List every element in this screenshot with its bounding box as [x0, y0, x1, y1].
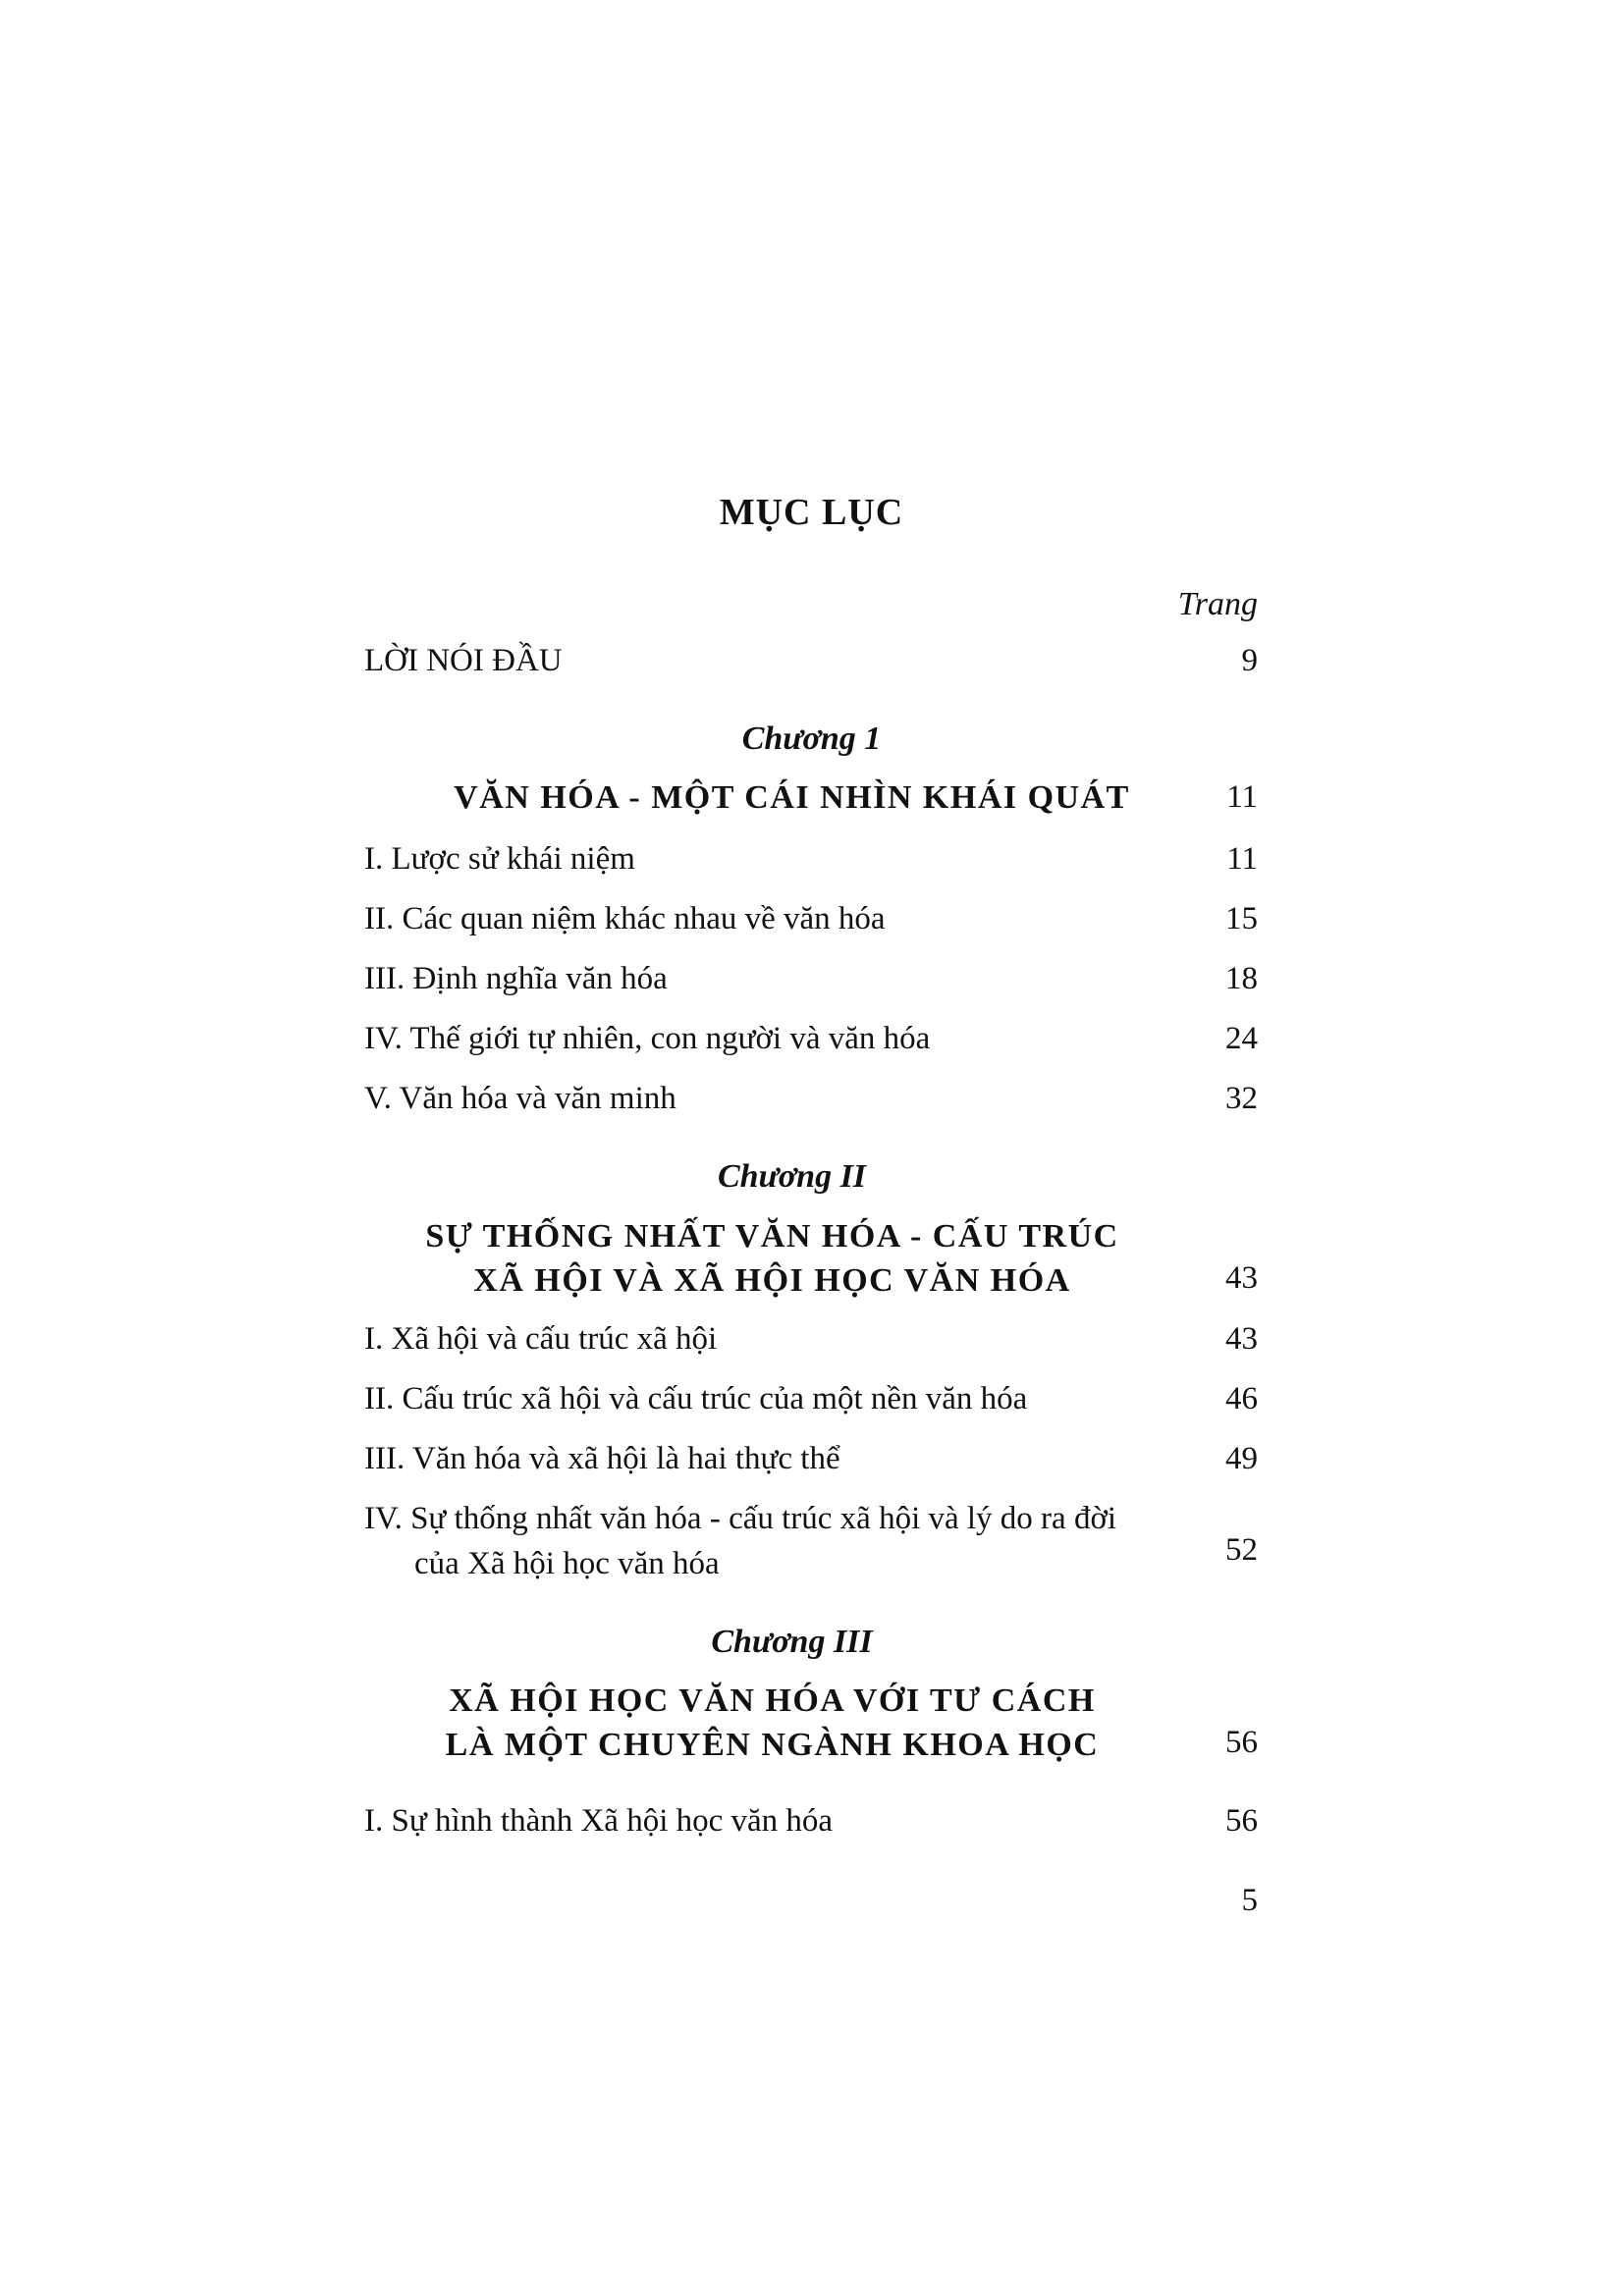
toc-entry	[364, 901, 1258, 946]
toc-entry-label: III. Văn hóa và xã hội là hai thực thể	[364, 1441, 840, 1476]
toc-entry-page: 9	[1241, 643, 1258, 678]
chapter-title-line: LÀ MỘT CHUYÊN NGÀNH KHOA HỌC	[445, 1727, 1100, 1763]
chapter-page: 43	[1225, 1260, 1258, 1296]
page-number: 5	[1241, 1883, 1258, 1918]
chapter-title: VĂN HÓA - MỘT CÁI NHÌN KHÁI QUÁT	[454, 779, 1130, 816]
toc-entry	[364, 1021, 1258, 1066]
toc-entry-page: 56	[1225, 1803, 1258, 1839]
toc-entry-label: V. Văn hóa và văn minh	[364, 1081, 676, 1116]
toc-entry-page: 18	[1225, 961, 1258, 996]
toc-entry-continuation: của Xã hội học văn hóa	[414, 1546, 720, 1581]
toc-entry-page: 49	[1225, 1441, 1258, 1476]
toc-entry-label: II. Các quan niệm khác nhau về văn hóa	[364, 901, 886, 936]
toc-entry-page: 24	[1225, 1021, 1258, 1056]
toc-entry	[364, 1321, 1258, 1366]
page-column-header: Trang	[1177, 586, 1258, 622]
toc-entry-label: I. Xã hội và cấu trúc xã hội	[364, 1321, 718, 1357]
chapter-page: 56	[1225, 1725, 1258, 1760]
toc-entry	[364, 1381, 1258, 1426]
chapter-label: Chương 1	[741, 721, 882, 757]
toc-entry	[364, 961, 1258, 1006]
chapter-page: 11	[1226, 779, 1258, 815]
toc-entry	[364, 841, 1258, 886]
chapter-label: Chương II	[717, 1158, 867, 1195]
toc-entry-page: 11	[1226, 841, 1258, 877]
chapter-title-line: XÃ HỘI HỌC VĂN HÓA VỚI TƯ CÁCH	[449, 1682, 1096, 1719]
toc-entry	[364, 1441, 1258, 1486]
toc-entry-label: IV. Thế giới tự nhiên, con người và văn hóa	[364, 1021, 931, 1056]
toc-entry-label: LỜI NÓI ĐẦU	[364, 643, 563, 678]
toc-entry-preface	[364, 643, 1258, 688]
toc-entry	[364, 1081, 1258, 1126]
toc-entry-page: 52	[1225, 1532, 1258, 1568]
toc-entry-label: I. Lược sử khái niệm	[364, 841, 635, 877]
toc-entry-page: 32	[1225, 1081, 1258, 1116]
toc-entry-label: I. Sự hình thành Xã hội học văn hóa	[364, 1803, 834, 1839]
toc-entry-label: III. Định nghĩa văn hóa	[364, 961, 668, 996]
chapter-title-line: SỰ THỐNG NHẤT VĂN HÓA - CẤU TRÚC	[425, 1218, 1119, 1255]
toc-entry-page: 15	[1225, 901, 1258, 936]
toc-entry	[364, 1803, 1258, 1848]
toc-entry	[364, 1501, 1258, 1546]
toc-entry-label: II. Cấu trúc xã hội và cấu trúc của một nền văn hóa	[364, 1381, 1028, 1416]
page-title: MỤC LỤC	[719, 492, 904, 533]
toc-entry-page: 43	[1225, 1321, 1258, 1357]
toc-entry-page: 46	[1225, 1381, 1258, 1416]
chapter-title-line: XÃ HỘI VÀ XÃ HỘI HỌC VĂN HÓA	[473, 1262, 1071, 1299]
chapter-label: Chương III	[711, 1624, 873, 1660]
toc-entry-label: IV. Sự thống nhất văn hóa - cấu trúc xã hội và lý do ra đời	[364, 1501, 1117, 1536]
